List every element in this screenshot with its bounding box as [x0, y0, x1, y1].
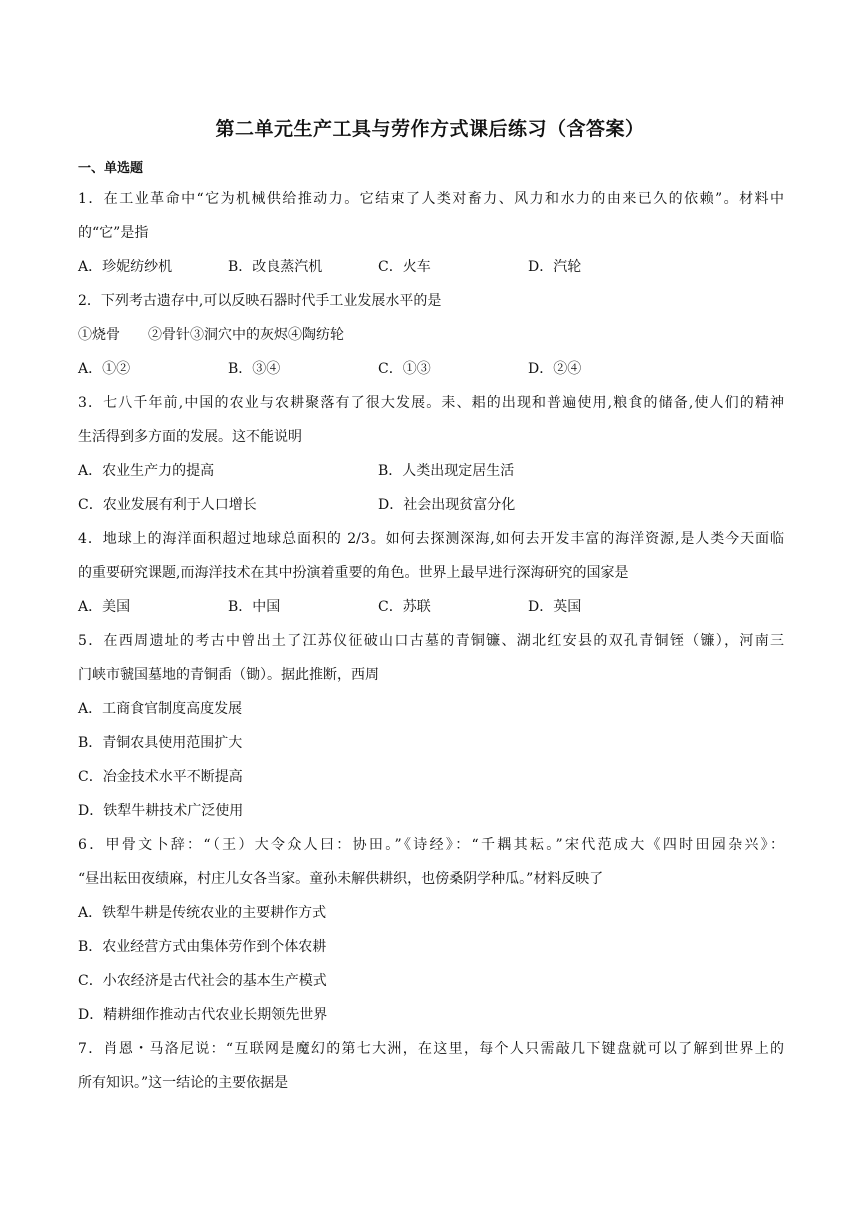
question-3-option-c: C．农业发展有利于人口增长: [78, 497, 257, 513]
question-1-option-b: B．改良蒸汽机: [228, 259, 323, 275]
question-3-stem-line-2: 生活得到多方面的发展。这不能说明: [78, 429, 302, 445]
question-5-option-a: A．工商食官制度高度发展: [78, 701, 243, 717]
question-4-option-d: D．英国: [528, 599, 582, 615]
question-4-option-b: B．中国: [228, 599, 281, 615]
question-1-stem-line-2: 的“它”是指: [78, 225, 149, 241]
question-2-option-a: A．①②: [78, 361, 131, 377]
question-6-option-a: A．铁犁牛耕是传统农业的主要耕作方式: [78, 905, 327, 921]
question-1-option-c: C．火车: [378, 259, 431, 275]
question-5-stem-line-1: 5．在西周遗址的考古中曾出土了江苏仪征破山口古墓的青铜镰、湖北红安县的双孔青铜铚（镰），河南三: [78, 633, 784, 649]
question-6-option-d: D．精耕细作推动古代农业长期领先世界: [78, 1007, 328, 1023]
question-2-option-d: D．②④: [528, 361, 582, 377]
document-title: 第二单元生产工具与劳作方式课后练习（含答案）: [215, 118, 645, 140]
question-2-stem-line-2: ①烧骨 ②骨针③洞穴中的灰烬④陶纺轮: [78, 327, 344, 343]
question-3-stem-line-1: 3．七八千年前,中国的农业与农耕聚落有了很大发展。耒、耜的出现和普遍使用,粮食的储备,使人们的精神: [78, 395, 784, 411]
question-3-option-b: B．人类出现定居生活: [378, 463, 515, 479]
question-3-option-a: A．农业生产力的提高: [78, 463, 215, 479]
question-5-option-c: C．冶金技术水平不断提高: [78, 769, 243, 785]
question-7-stem-line-2: 所有知识。”这一结论的主要依据是: [78, 1075, 289, 1091]
question-7-stem-line-1: 7．肖恩・马洛尼说：“互联网是魔幻的第七大洲，在这里，每个人只需敲几下键盘就可以了解到世界上的: [78, 1041, 784, 1057]
question-5-option-b: B．青铜农具使用范围扩大: [78, 735, 243, 751]
question-4-stem-line-2: 的重要研究课题,而海洋技术在其中扮演着重要的角色。世界上最早进行深海研究的国家是: [78, 565, 629, 581]
question-6-stem-line-2: “昼出耘田夜绩麻，村庄儿女各当家。童孙未解供耕织，也傍桑阴学种瓜。”材料反映了: [78, 871, 604, 887]
question-6-option-b: B．农业经营方式由集体劳作到个体农耕: [78, 939, 327, 955]
question-3-option-d: D．社会出现贫富分化: [378, 497, 516, 513]
question-2-stem-line-1: 2．下列考古遗存中,可以反映石器时代手工业发展水平的是: [78, 293, 442, 309]
question-2-option-b: B．③④: [228, 361, 281, 377]
question-1-stem-line-1: 1．在工业革命中“它为机械供给推动力。它结束了人类对畜力、风力和水力的由来已久的依赖”。材料中: [78, 191, 784, 207]
section-heading: 一、单选题: [78, 161, 144, 176]
question-2-option-c: C．①③: [378, 361, 431, 377]
question-4-stem-line-1: 4．地球上的海洋面积超过地球总面积的 2/3。如何去探测深海,如何去开发丰富的海洋资源,是人类今天面临: [78, 531, 784, 547]
question-6-option-c: C．小农经济是古代社会的基本生产模式: [78, 973, 327, 989]
question-5-option-d: D．铁犁牛耕技术广泛使用: [78, 803, 244, 819]
question-5-stem-line-2: 门峡市虢国墓地的青铜臿（锄）。据此推断，西周: [78, 667, 379, 683]
question-6-stem-line-1: 6．甲骨文卜辞：“（王）大令众人曰：协田。”《诗经》：“千耦其耘。”宋代范成大《四时田园杂兴》：: [78, 837, 784, 853]
question-4-option-c: C．苏联: [378, 599, 431, 615]
question-1-option-d: D．汽轮: [528, 259, 582, 275]
question-4-option-a: A．美国: [78, 599, 131, 615]
question-1-option-a: A．珍妮纺纱机: [78, 259, 173, 275]
